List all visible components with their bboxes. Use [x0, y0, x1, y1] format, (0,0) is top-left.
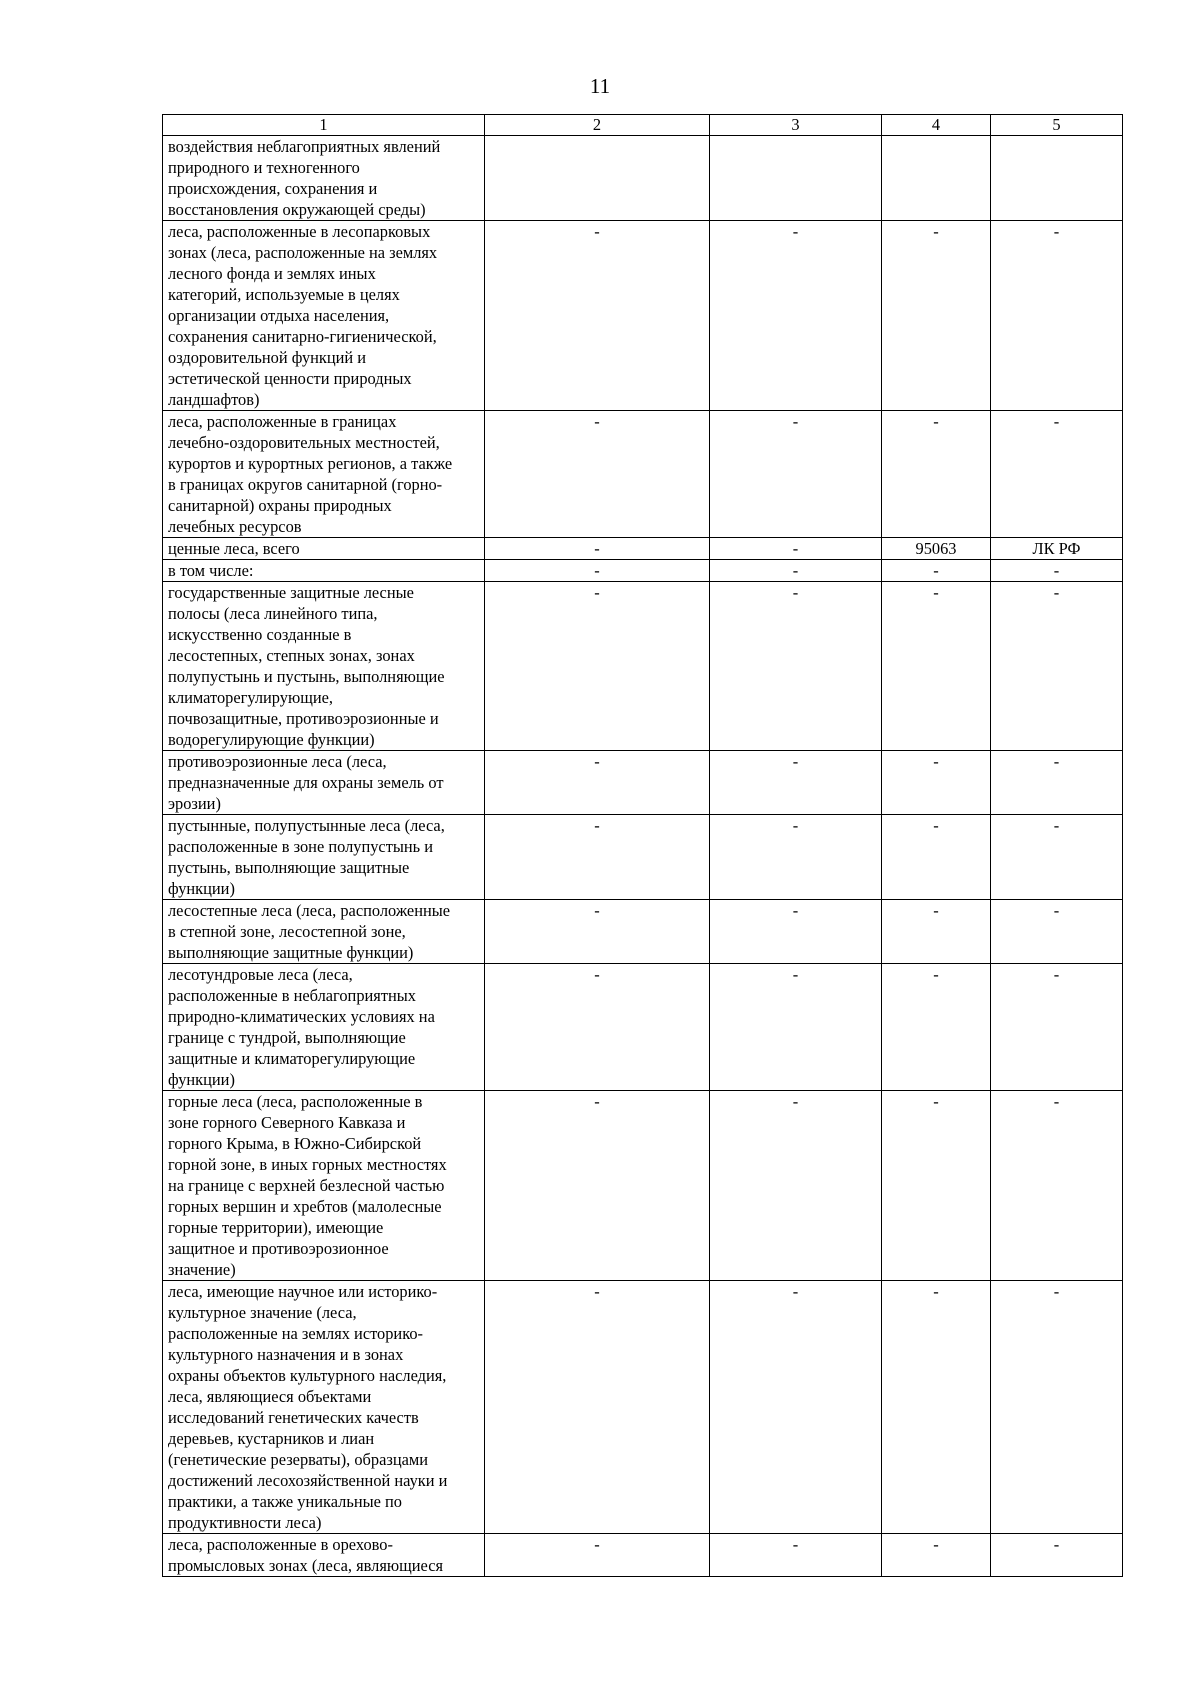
cell-value-c4: -: [882, 815, 991, 900]
category-text-line: горной зоне, в иных горных местностях: [168, 1155, 447, 1174]
page-number: 11: [589, 74, 611, 98]
table-row: [163, 1281, 1123, 1534]
column-header: 2: [485, 115, 710, 136]
row-category-label: [163, 538, 485, 560]
category-text-line: ценные леса, всего: [168, 539, 300, 558]
category-text-line: климаторегулирующие,: [168, 688, 333, 707]
table-row: [163, 221, 1123, 411]
category-text-line: пустынь, выполняющие защитные: [168, 858, 410, 877]
category-text-line: зонах (леса, расположенные на землях: [168, 243, 438, 262]
category-text-line: горные леса (леса, расположенные в: [168, 1092, 423, 1111]
category-text-line: полупустынь и пустынь, выполняющие: [168, 667, 445, 686]
cell-value-c2: -: [485, 964, 710, 1091]
row-category-label: [163, 815, 485, 900]
cell-value-c5: [991, 136, 1123, 221]
cell-value-c4: -: [882, 411, 991, 538]
category-text-line: эстетической ценности природных: [168, 369, 412, 388]
column-header: 5: [991, 115, 1123, 136]
cell-value-c2: -: [485, 751, 710, 815]
table-row: [163, 411, 1123, 538]
cell-value-c3: -: [710, 582, 882, 751]
cell-value-c5: -: [991, 1281, 1123, 1534]
cell-value-c5: ЛК РФ: [991, 538, 1123, 560]
cell-value-c3: -: [710, 1091, 882, 1281]
category-text-line: выполняющие защитные функции): [168, 943, 414, 962]
cell-value-c3: -: [710, 815, 882, 900]
category-text-line: в степной зоне, лесостепной зоне,: [168, 922, 406, 941]
cell-value-c4: [882, 136, 991, 221]
category-text-line: санитарной) охраны природных: [168, 496, 392, 515]
cell-value-c4: -: [882, 1281, 991, 1534]
cell-value-c2: -: [485, 1281, 710, 1534]
category-text-line: воздействия неблагоприятных явлений: [168, 137, 441, 156]
cell-value-c2: -: [485, 815, 710, 900]
category-text-line: лесного фонда и землях иных: [168, 264, 376, 283]
category-text-line: водорегулирующие функции): [168, 730, 375, 749]
category-text-line: расположенные в зоне полупустынь и: [168, 837, 433, 856]
category-text-line: границе с тундрой, выполняющие: [168, 1028, 406, 1047]
forest-category-table: [162, 114, 1123, 1577]
category-text-line: практики, а также уникальные по: [168, 1492, 402, 1511]
cell-value-c5: -: [991, 560, 1123, 582]
table-row: [163, 900, 1123, 964]
category-text-line: полосы (леса линейного типа,: [168, 604, 378, 623]
row-category-label: [163, 411, 485, 538]
row-category-label: [163, 1091, 485, 1281]
cell-value-c5: -: [991, 582, 1123, 751]
category-text-line: происхождения, сохранения и: [168, 179, 378, 198]
category-text-line: (генетические резерваты), образцами: [168, 1450, 429, 1469]
cell-value-c5: -: [991, 815, 1123, 900]
category-text-line: лесотундровые леса (леса,: [168, 965, 353, 984]
cell-value-c2: -: [485, 221, 710, 411]
category-text-line: продуктивности леса): [168, 1513, 322, 1532]
cell-value-c4: -: [882, 1534, 991, 1577]
category-text-line: расположенные в неблагоприятных: [168, 986, 416, 1005]
category-text-line: организации отдыха населения,: [168, 306, 390, 325]
cell-value-c5: -: [991, 1534, 1123, 1577]
category-text-line: леса, являющиеся объектами: [168, 1387, 372, 1406]
table-row: [163, 582, 1123, 751]
row-category-label: [163, 560, 485, 582]
category-text-line: функции): [168, 879, 235, 898]
category-text-line: леса, расположенные в орехово-: [168, 1535, 393, 1554]
category-text-line: в границах округов санитарной (горно-: [168, 475, 443, 494]
row-category-label: [163, 136, 485, 221]
row-category-label: [163, 1281, 485, 1534]
category-text-line: государственные защитные лесные: [168, 583, 414, 602]
cell-value-c5: -: [991, 751, 1123, 815]
column-header: 3: [710, 115, 882, 136]
cell-value-c3: -: [710, 964, 882, 1091]
category-text-line: леса, расположенные в границах: [168, 412, 397, 431]
row-category-label: [163, 900, 485, 964]
cell-value-c2: -: [485, 411, 710, 538]
cell-value-c2: -: [485, 560, 710, 582]
category-text-line: в том числе:: [168, 561, 254, 580]
cell-value-c2: -: [485, 1091, 710, 1281]
cell-value-c3: -: [710, 221, 882, 411]
row-category-label: [163, 751, 485, 815]
cell-value-c2: -: [485, 1534, 710, 1577]
category-text-line: горного Крыма, в Южно-Сибирской: [168, 1134, 422, 1153]
table-row: [163, 1534, 1123, 1577]
cell-value-c3: -: [710, 411, 882, 538]
cell-value-c3: [710, 136, 882, 221]
cell-value-c4: -: [882, 751, 991, 815]
category-text-line: противоэрозионные леса (леса,: [168, 752, 387, 771]
cell-value-c4: -: [882, 221, 991, 411]
cell-value-c2: -: [485, 582, 710, 751]
cell-value-c2: -: [485, 538, 710, 560]
table-row: [163, 1091, 1123, 1281]
cell-value-c4: -: [882, 582, 991, 751]
category-text-line: защитное и противоэрозионное: [168, 1239, 389, 1258]
category-text-line: ландшафтов): [168, 390, 260, 409]
category-text-line: предназначенные для охраны земель от: [168, 773, 444, 792]
row-category-label: [163, 964, 485, 1091]
table-row: [163, 136, 1123, 221]
category-text-line: защитные и климаторегулирующие: [168, 1049, 416, 1068]
cell-value-c3: -: [710, 538, 882, 560]
table-header-row: [163, 115, 1123, 136]
category-text-line: почвозащитные, противоэрозионные и: [168, 709, 439, 728]
category-text-line: пустынные, полупустынные леса (леса,: [168, 816, 445, 835]
category-text-line: сохранения санитарно-гигиенической,: [168, 327, 437, 346]
cell-value-c4: 95063: [882, 538, 991, 560]
cell-value-c3: -: [710, 560, 882, 582]
column-header: 1: [163, 115, 485, 136]
category-text-line: охраны объектов культурного наследия,: [168, 1366, 447, 1385]
category-text-line: горные территории), имеющие: [168, 1218, 384, 1237]
cell-value-c5: -: [991, 221, 1123, 411]
category-text-line: достижений лесохозяйственной науки и: [168, 1471, 448, 1490]
row-category-label: [163, 582, 485, 751]
category-text-line: промысловых зонах (леса, являющиеся: [168, 1556, 444, 1575]
category-text-line: курортов и курортных регионов, а также: [168, 454, 453, 473]
cell-value-c2: -: [485, 900, 710, 964]
category-text-line: лесостепных, степных зонах, зонах: [168, 646, 415, 665]
category-text-line: природного и техногенного: [168, 158, 360, 177]
cell-value-c5: -: [991, 1091, 1123, 1281]
cell-value-c3: -: [710, 1281, 882, 1534]
category-text-line: леса, расположенные в лесопарковых: [168, 222, 431, 241]
category-text-line: эрозии): [168, 794, 221, 813]
category-text-line: горных вершин и хребтов (малолесные: [168, 1197, 442, 1216]
table-row: [163, 538, 1123, 560]
category-text-line: лечебных ресурсов: [168, 517, 302, 536]
category-text-line: лечебно-оздоровительных местностей,: [168, 433, 440, 452]
category-text-line: леса, имеющие научное или историко-: [168, 1282, 438, 1301]
category-text-line: функции): [168, 1070, 235, 1089]
category-text-line: деревьев, кустарников и лиан: [168, 1429, 375, 1448]
table-row: [163, 964, 1123, 1091]
cell-value-c4: -: [882, 964, 991, 1091]
category-text-line: природно-климатических условиях на: [168, 1007, 435, 1026]
category-text-line: зоне горного Северного Кавказа и: [168, 1113, 406, 1132]
category-text-line: лесостепные леса (леса, расположенные: [168, 901, 451, 920]
cell-value-c3: -: [710, 900, 882, 964]
category-text-line: культурного назначения и в зонах: [168, 1345, 404, 1364]
row-category-label: [163, 221, 485, 411]
category-text-line: категорий, используемые в целях: [168, 285, 400, 304]
cell-value-c2: [485, 136, 710, 221]
category-text-line: искусственно созданные в: [168, 625, 352, 644]
row-category-label: [163, 1534, 485, 1577]
table-row: [163, 815, 1123, 900]
category-text-line: на границе с верхней безлесной частью: [168, 1176, 445, 1195]
column-header: 4: [882, 115, 991, 136]
cell-value-c5: -: [991, 964, 1123, 1091]
category-text-line: культурное значение (леса,: [168, 1303, 357, 1322]
category-text-line: восстановления окружающей среды): [168, 200, 426, 219]
cell-value-c4: -: [882, 900, 991, 964]
table-row: [163, 560, 1123, 582]
category-text-line: значение): [168, 1260, 236, 1279]
cell-value-c3: -: [710, 1534, 882, 1577]
category-text-line: исследований генетических качеств: [168, 1408, 419, 1427]
cell-value-c4: -: [882, 1091, 991, 1281]
table-row: [163, 751, 1123, 815]
category-text-line: оздоровительной функций и: [168, 348, 367, 367]
cell-value-c5: -: [991, 900, 1123, 964]
cell-value-c3: -: [710, 751, 882, 815]
category-text-line: расположенные на землях историко-: [168, 1324, 423, 1343]
cell-value-c4: -: [882, 560, 991, 582]
cell-value-c5: -: [991, 411, 1123, 538]
